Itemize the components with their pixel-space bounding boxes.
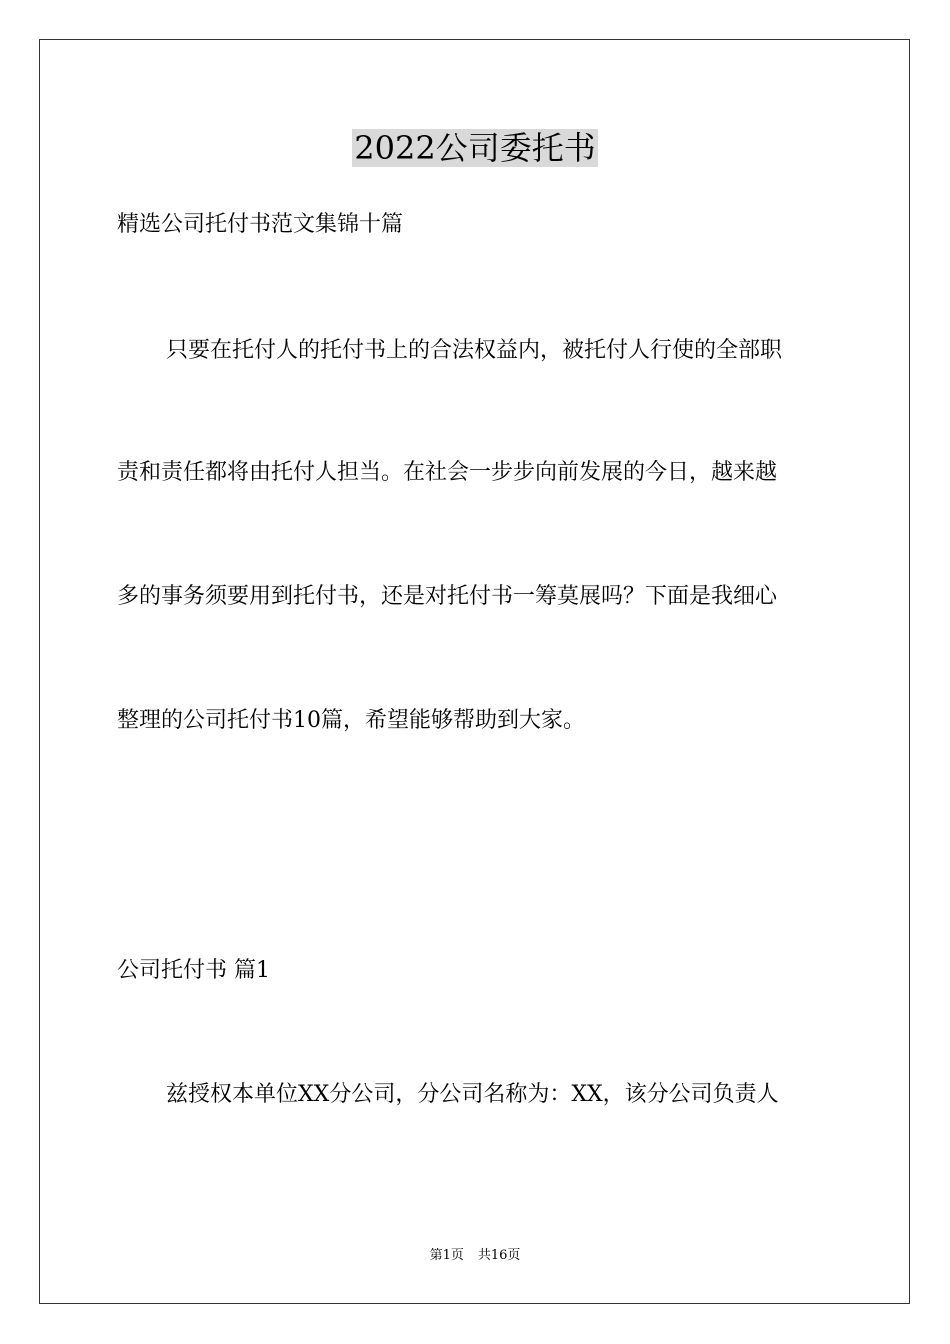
document-title	[0, 128, 950, 168]
intro-line-4: 整理的公司托付书10篇，希望能够帮助到大家。	[117, 708, 585, 733]
intro-line-2: 责和责任都将由托付人担当。在社会一步步向前发展的今日，越来越	[117, 460, 778, 485]
document-title-text: 2022公司委托书	[354, 129, 596, 167]
section-first-line: 兹授权本单位XX分公司，分公司名称为：XX，该分公司负责人	[166, 1082, 779, 1107]
page-number: 第1页	[429, 1248, 464, 1263]
document-subtitle: 精选公司托付书范文集锦十篇	[117, 212, 404, 237]
intro-line-1: 只要在托付人的托付书上的合法权益内，被托付人行使的全部职	[166, 338, 783, 363]
page-footer	[0, 1247, 950, 1265]
section-heading: 公司托付书 篇1	[117, 958, 270, 983]
page-total: 共16页	[477, 1248, 521, 1263]
intro-line-3: 多的事务须要用到托付书，还是对托付书一筹莫展吗？下面是我细心	[117, 584, 778, 609]
